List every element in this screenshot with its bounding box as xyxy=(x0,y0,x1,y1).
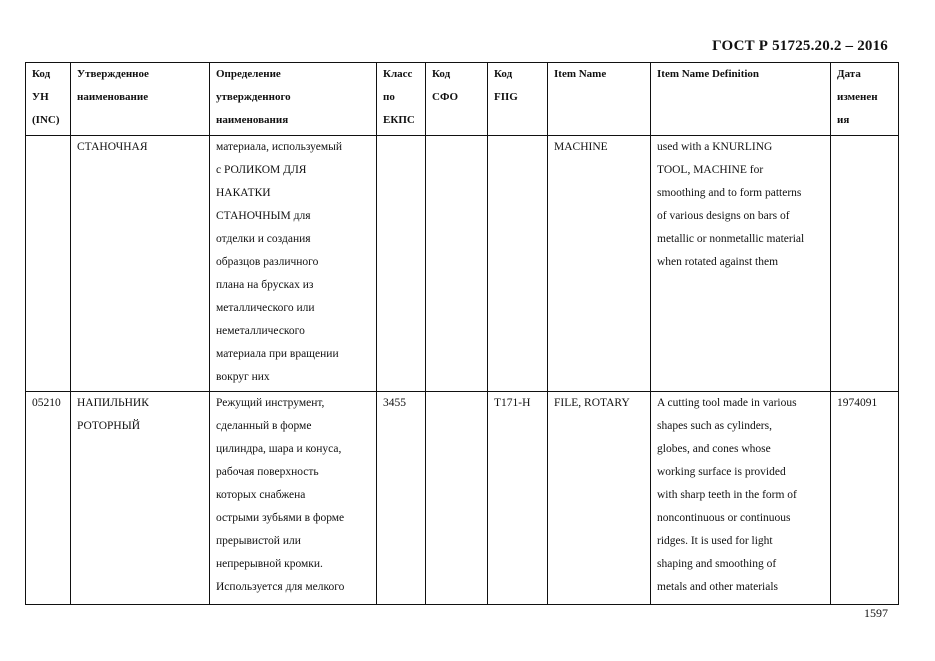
header-inc: Код УН (INC) xyxy=(26,63,71,136)
cell-item-name-definition: A cutting tool made in various shapes such as cylinders, globes, and cones whose working surface is provided with sharp teeth in the form of noncontinuous or continuous ridges. It is used for light shaping and smoothing of metals and other materials xyxy=(651,392,831,605)
cell-item-name: MACHINE xyxy=(548,136,651,392)
cell-approved-name: НАПИЛЬНИК РОТОРНЫЙ xyxy=(71,392,210,605)
document-title: ГОСТ Р 51725.20.2 – 2016 xyxy=(712,38,888,54)
cell-item-name: FILE, ROTARY xyxy=(548,392,651,605)
cell-change-date: 1974091 xyxy=(831,392,899,605)
header-item-name: Item Name xyxy=(548,63,651,136)
table-row xyxy=(26,392,899,605)
table-row xyxy=(26,136,899,392)
cell-ekps-class: 3455 xyxy=(377,392,426,605)
header-change-date: Дата изменен ия xyxy=(831,63,899,136)
cell-sfo-code xyxy=(426,392,488,605)
nomenclature-table xyxy=(25,62,899,605)
cell-definition: Режущий инструмент, сделанный в форме цилиндра, шара и конуса, рабочая поверхность которых снабжена острыми зубьями в форме прерывистой или непрерывной кромки. Используется для мелкого xyxy=(210,392,377,605)
cell-fiig-code xyxy=(488,136,548,392)
cell-item-name-definition: used with a KNURLING TOOL, MACHINE for smoothing and to form patterns of various designs on bars of metallic or nonmetallic material when rotated against them xyxy=(651,136,831,392)
cell-inc: 05210 xyxy=(26,392,71,605)
cell-approved-name: СТАНОЧНАЯ xyxy=(71,136,210,392)
cell-definition: материала, используемый с РОЛИКОМ ДЛЯ НАКАТКИ СТАНОЧНЫМ для отделки и создания образцов различного плана на брусках из металлического или неметаллического материала при вращении вокруг них xyxy=(210,136,377,392)
cell-ekps-class xyxy=(377,136,426,392)
header-sfo-code: Код СФО xyxy=(426,63,488,136)
header-row xyxy=(26,63,899,136)
header-ekps-class: Класс по ЕКПС xyxy=(377,63,426,136)
cell-sfo-code xyxy=(426,136,488,392)
header-item-name-definition: Item Name Definition xyxy=(651,63,831,136)
cell-inc xyxy=(26,136,71,392)
header-fiig-code: Код FIIG xyxy=(488,63,548,136)
page-number: 1597 xyxy=(864,606,888,620)
cell-change-date xyxy=(831,136,899,392)
header-definition: Определение утвержденного наименования xyxy=(210,63,377,136)
header-approved-name: Утвержденное наименование xyxy=(71,63,210,136)
cell-fiig-code: T171-H xyxy=(488,392,548,605)
